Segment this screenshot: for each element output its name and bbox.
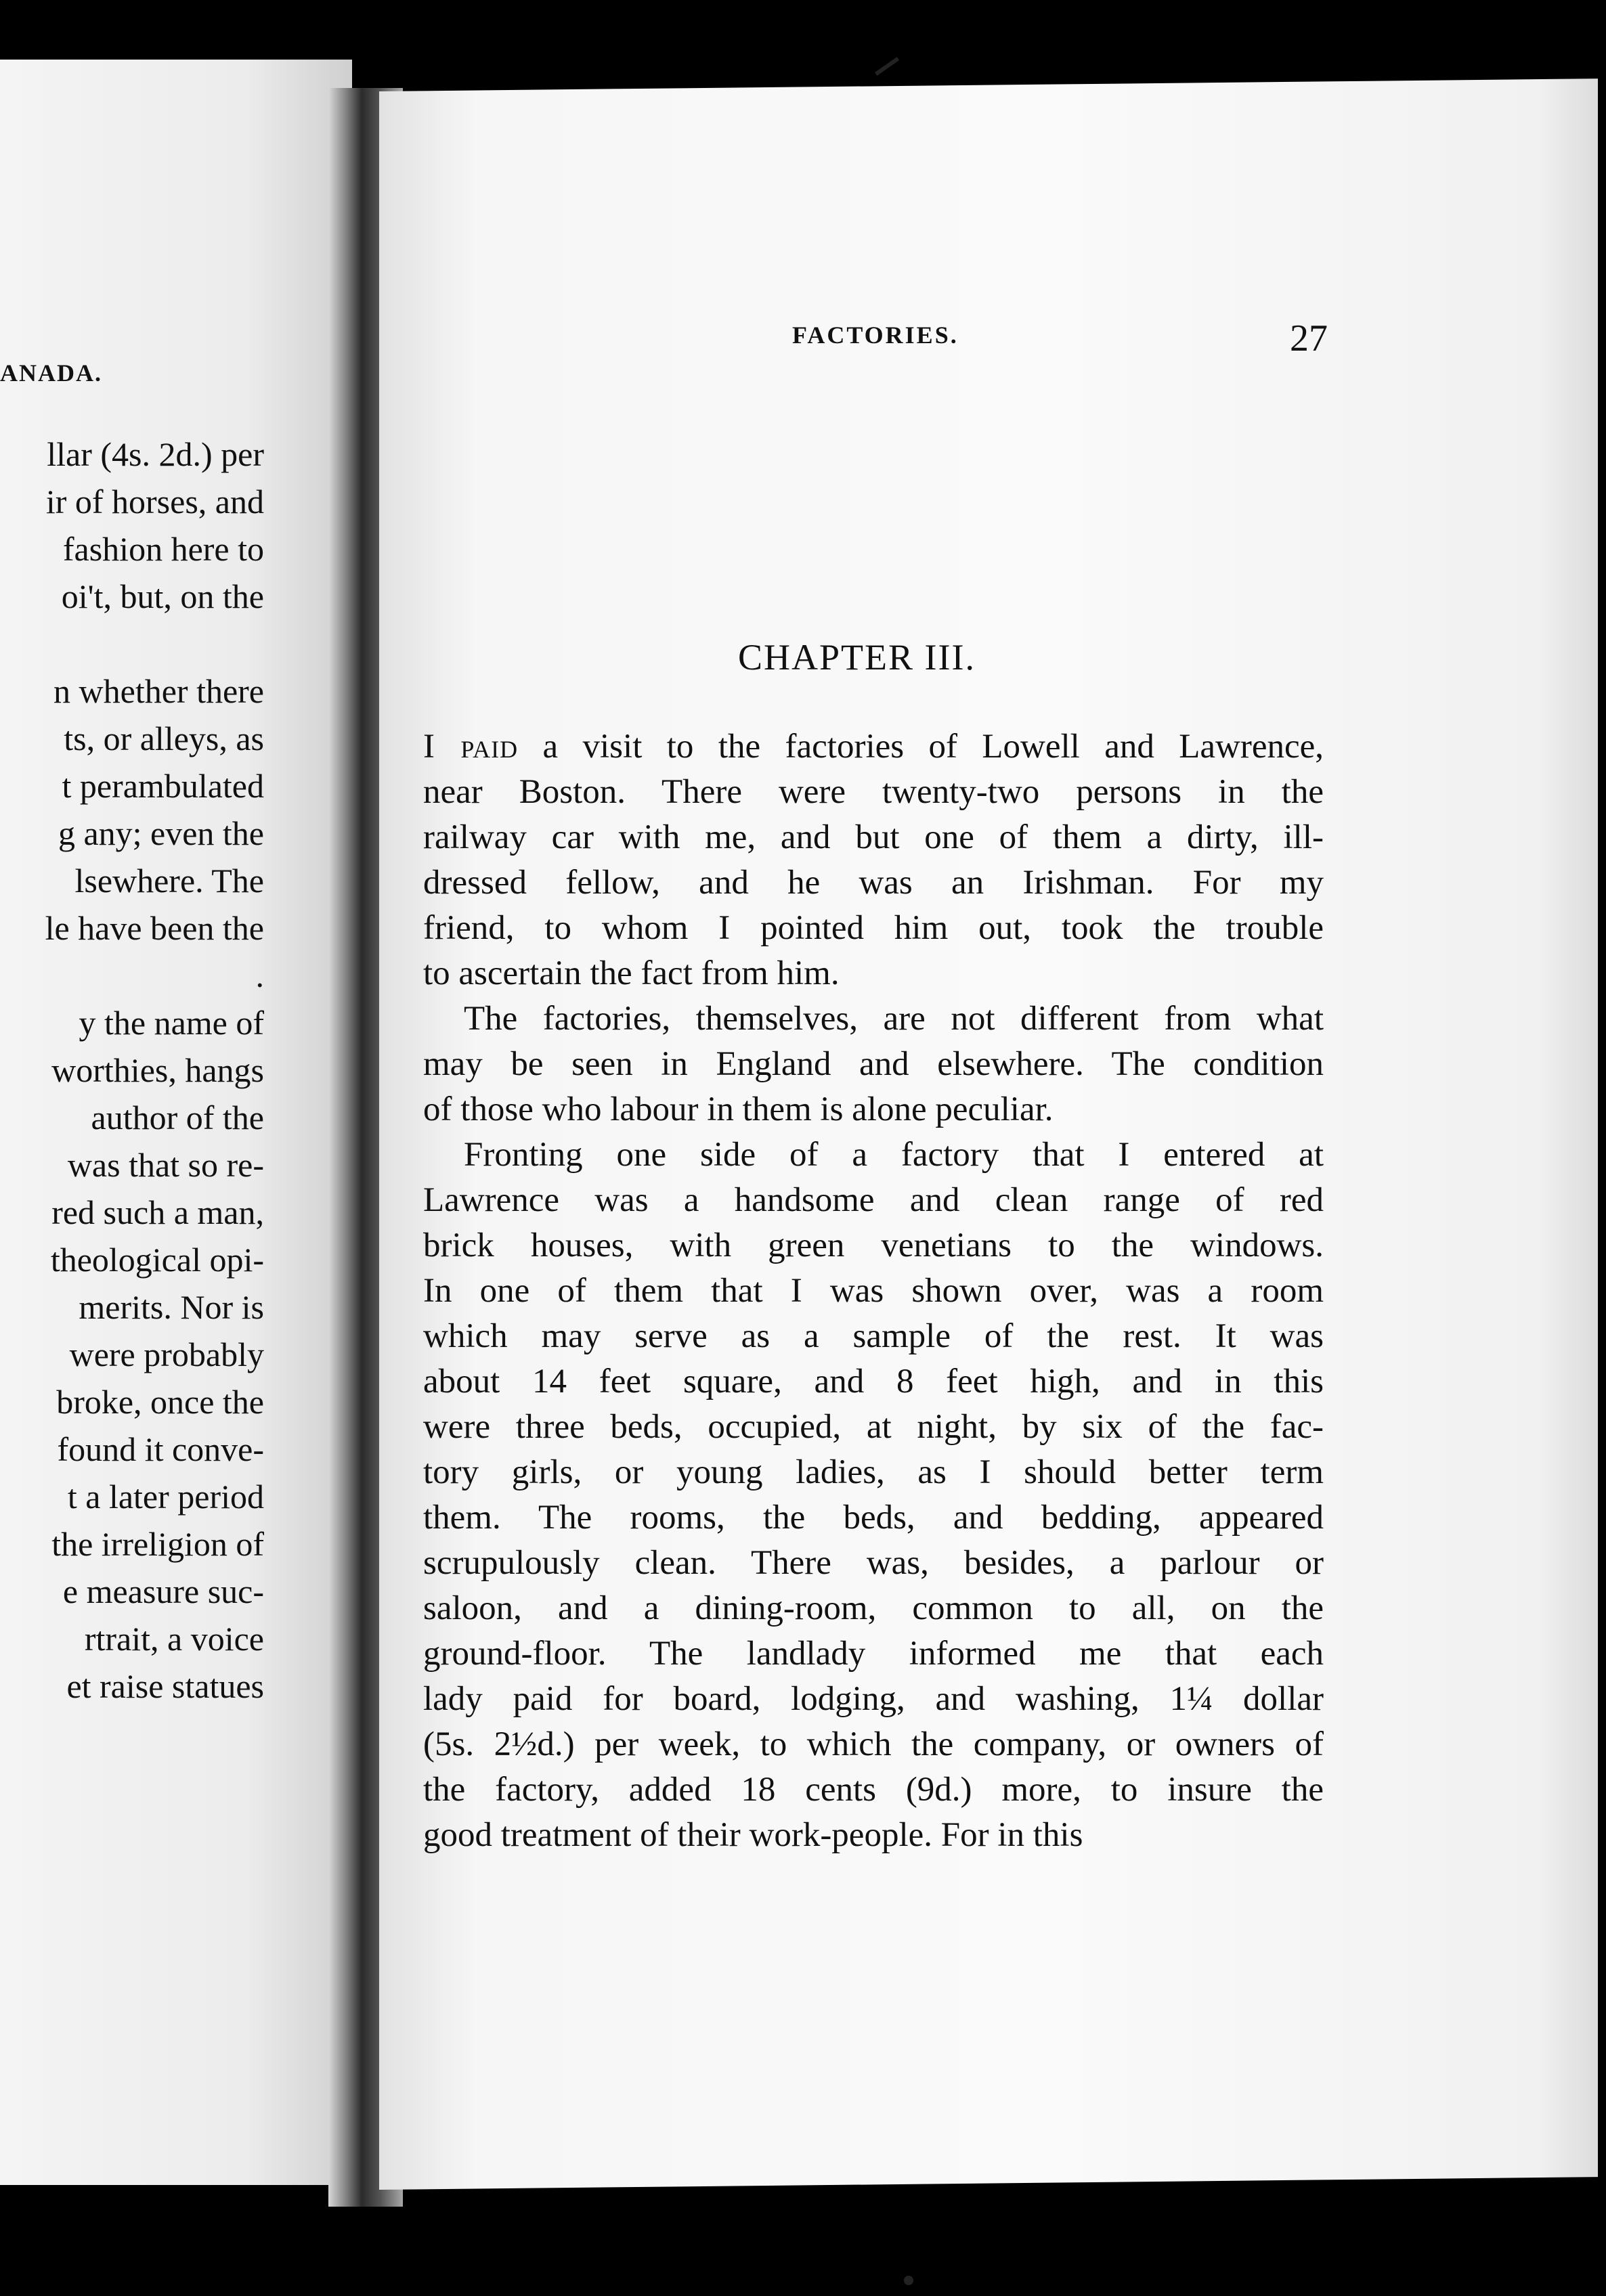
text-line: which may serve as a sample of the rest. It was: [423, 1317, 1324, 1355]
left-page-line: found it conve-: [57, 1430, 264, 1468]
text-line: the factory, added 18 cents (9d.) more, to insure the: [423, 1771, 1324, 1809]
text-line: scrupulously clean. There was, besides, a parlour or: [423, 1544, 1324, 1582]
left-page-line: merits. Nor is: [79, 1288, 264, 1326]
left-page-line: rtrait, a voice: [84, 1620, 264, 1658]
left-page-line: was that so re-: [67, 1146, 264, 1184]
text-line: lady paid for board, lodging, and washing, 1¼ dollar: [423, 1680, 1324, 1718]
text-line: to ascertain the fact from him.: [423, 954, 840, 992]
chapter-body: [423, 724, 1324, 1858]
text-line: tory girls, or young ladies, as I should better term: [423, 1453, 1324, 1491]
text-line: In one of them that I was shown over, was a room: [423, 1272, 1324, 1310]
left-page-text: [0, 430, 264, 1710]
text-line: (5s. 2½d.) per week, to which the company, or owners of: [423, 1725, 1324, 1763]
left-page-line: oi't, but, on the: [61, 577, 264, 615]
running-head: FACTORIES.: [792, 322, 959, 349]
text-line: dressed fellow, and he was an Irishman. For my: [423, 864, 1324, 902]
left-page-line: the irreligion of: [51, 1525, 264, 1563]
text-line: near Boston. There were twenty-two persons in the: [423, 773, 1324, 811]
text-line: The factories, themselves, are not different from what: [464, 1000, 1324, 1038]
left-page-line: theological opi-: [50, 1241, 264, 1279]
paragraph-1: [423, 770, 1324, 996]
left-page-line: broke, once the: [56, 1383, 264, 1421]
left-page-line: lsewhere. The: [74, 862, 264, 900]
text-line: of those who labour in them is alone peculiar.: [423, 1090, 1054, 1128]
left-page-line: n whether there: [53, 672, 264, 710]
paragraph-3: [423, 1132, 1324, 1858]
text-line: Fronting one side of a factory that I entered at: [464, 1136, 1324, 1174]
left-page-line: t perambulated: [62, 767, 264, 805]
left-page-line: fashion here to: [62, 530, 264, 568]
left-page-line: red such a man,: [51, 1193, 264, 1231]
text-line: Lawrence was a handsome and clean range of red: [423, 1181, 1324, 1219]
left-page-line: were probably: [69, 1335, 264, 1373]
text-line: about 14 feet square, and 8 feet high, and in this: [423, 1363, 1324, 1400]
text-line: were three beds, occupied, at night, by six of the fac-: [423, 1408, 1324, 1446]
chapter-title: CHAPTER III.: [738, 637, 976, 678]
text-line: good treatment of their work-people. For in this: [423, 1816, 1083, 1854]
text-line: saloon, and a dining-room, common to all, on the: [423, 1589, 1324, 1627]
left-page-line: worthies, hangs: [51, 1051, 264, 1089]
left-page-line: [0, 620, 264, 667]
paragraph-1-first-line: [423, 724, 1324, 770]
left-page: [0, 60, 352, 2185]
left-page-line: y the name of: [79, 1004, 264, 1042]
text-line: them. The rooms, the beds, and bedding, appeared: [423, 1499, 1324, 1537]
left-page-line: author of the: [91, 1099, 264, 1136]
left-page-line: le have been the: [45, 909, 264, 947]
left-page-line: llar (4s. 2d.) per: [47, 435, 264, 473]
scan-speck: [875, 57, 899, 76]
left-page-line: t a later period: [67, 1478, 264, 1516]
text-line: friend, to whom I pointed him out, took the trouble: [423, 909, 1324, 947]
left-page-line: et raise statues: [66, 1667, 264, 1705]
first-line-rest: a visit to the factories of Lowell and Lawrence,: [518, 728, 1324, 766]
left-page-line: g any; even the: [58, 814, 264, 852]
left-page-line: ts, or alleys, as: [64, 720, 264, 757]
left-page-line: .: [255, 956, 264, 994]
paragraph-2: [423, 996, 1324, 1132]
page-number: 27: [1290, 317, 1328, 359]
text-line: brick houses, with green venetians to the windows.: [423, 1227, 1324, 1264]
text-line: railway car with me, and but one of them a dirty, ill-: [423, 818, 1324, 856]
left-page-line: e measure suc-: [62, 1572, 264, 1610]
left-page-line: ir of horses, and: [45, 483, 264, 521]
scan-speck: [904, 2276, 913, 2285]
left-running-head: ANADA.: [0, 359, 102, 387]
text-line: ground-floor. The landlady informed me that each: [423, 1635, 1324, 1673]
text-line: may be seen in England and elsewhere. The condition: [423, 1045, 1324, 1083]
opening-smallcaps: I paid: [423, 728, 519, 766]
